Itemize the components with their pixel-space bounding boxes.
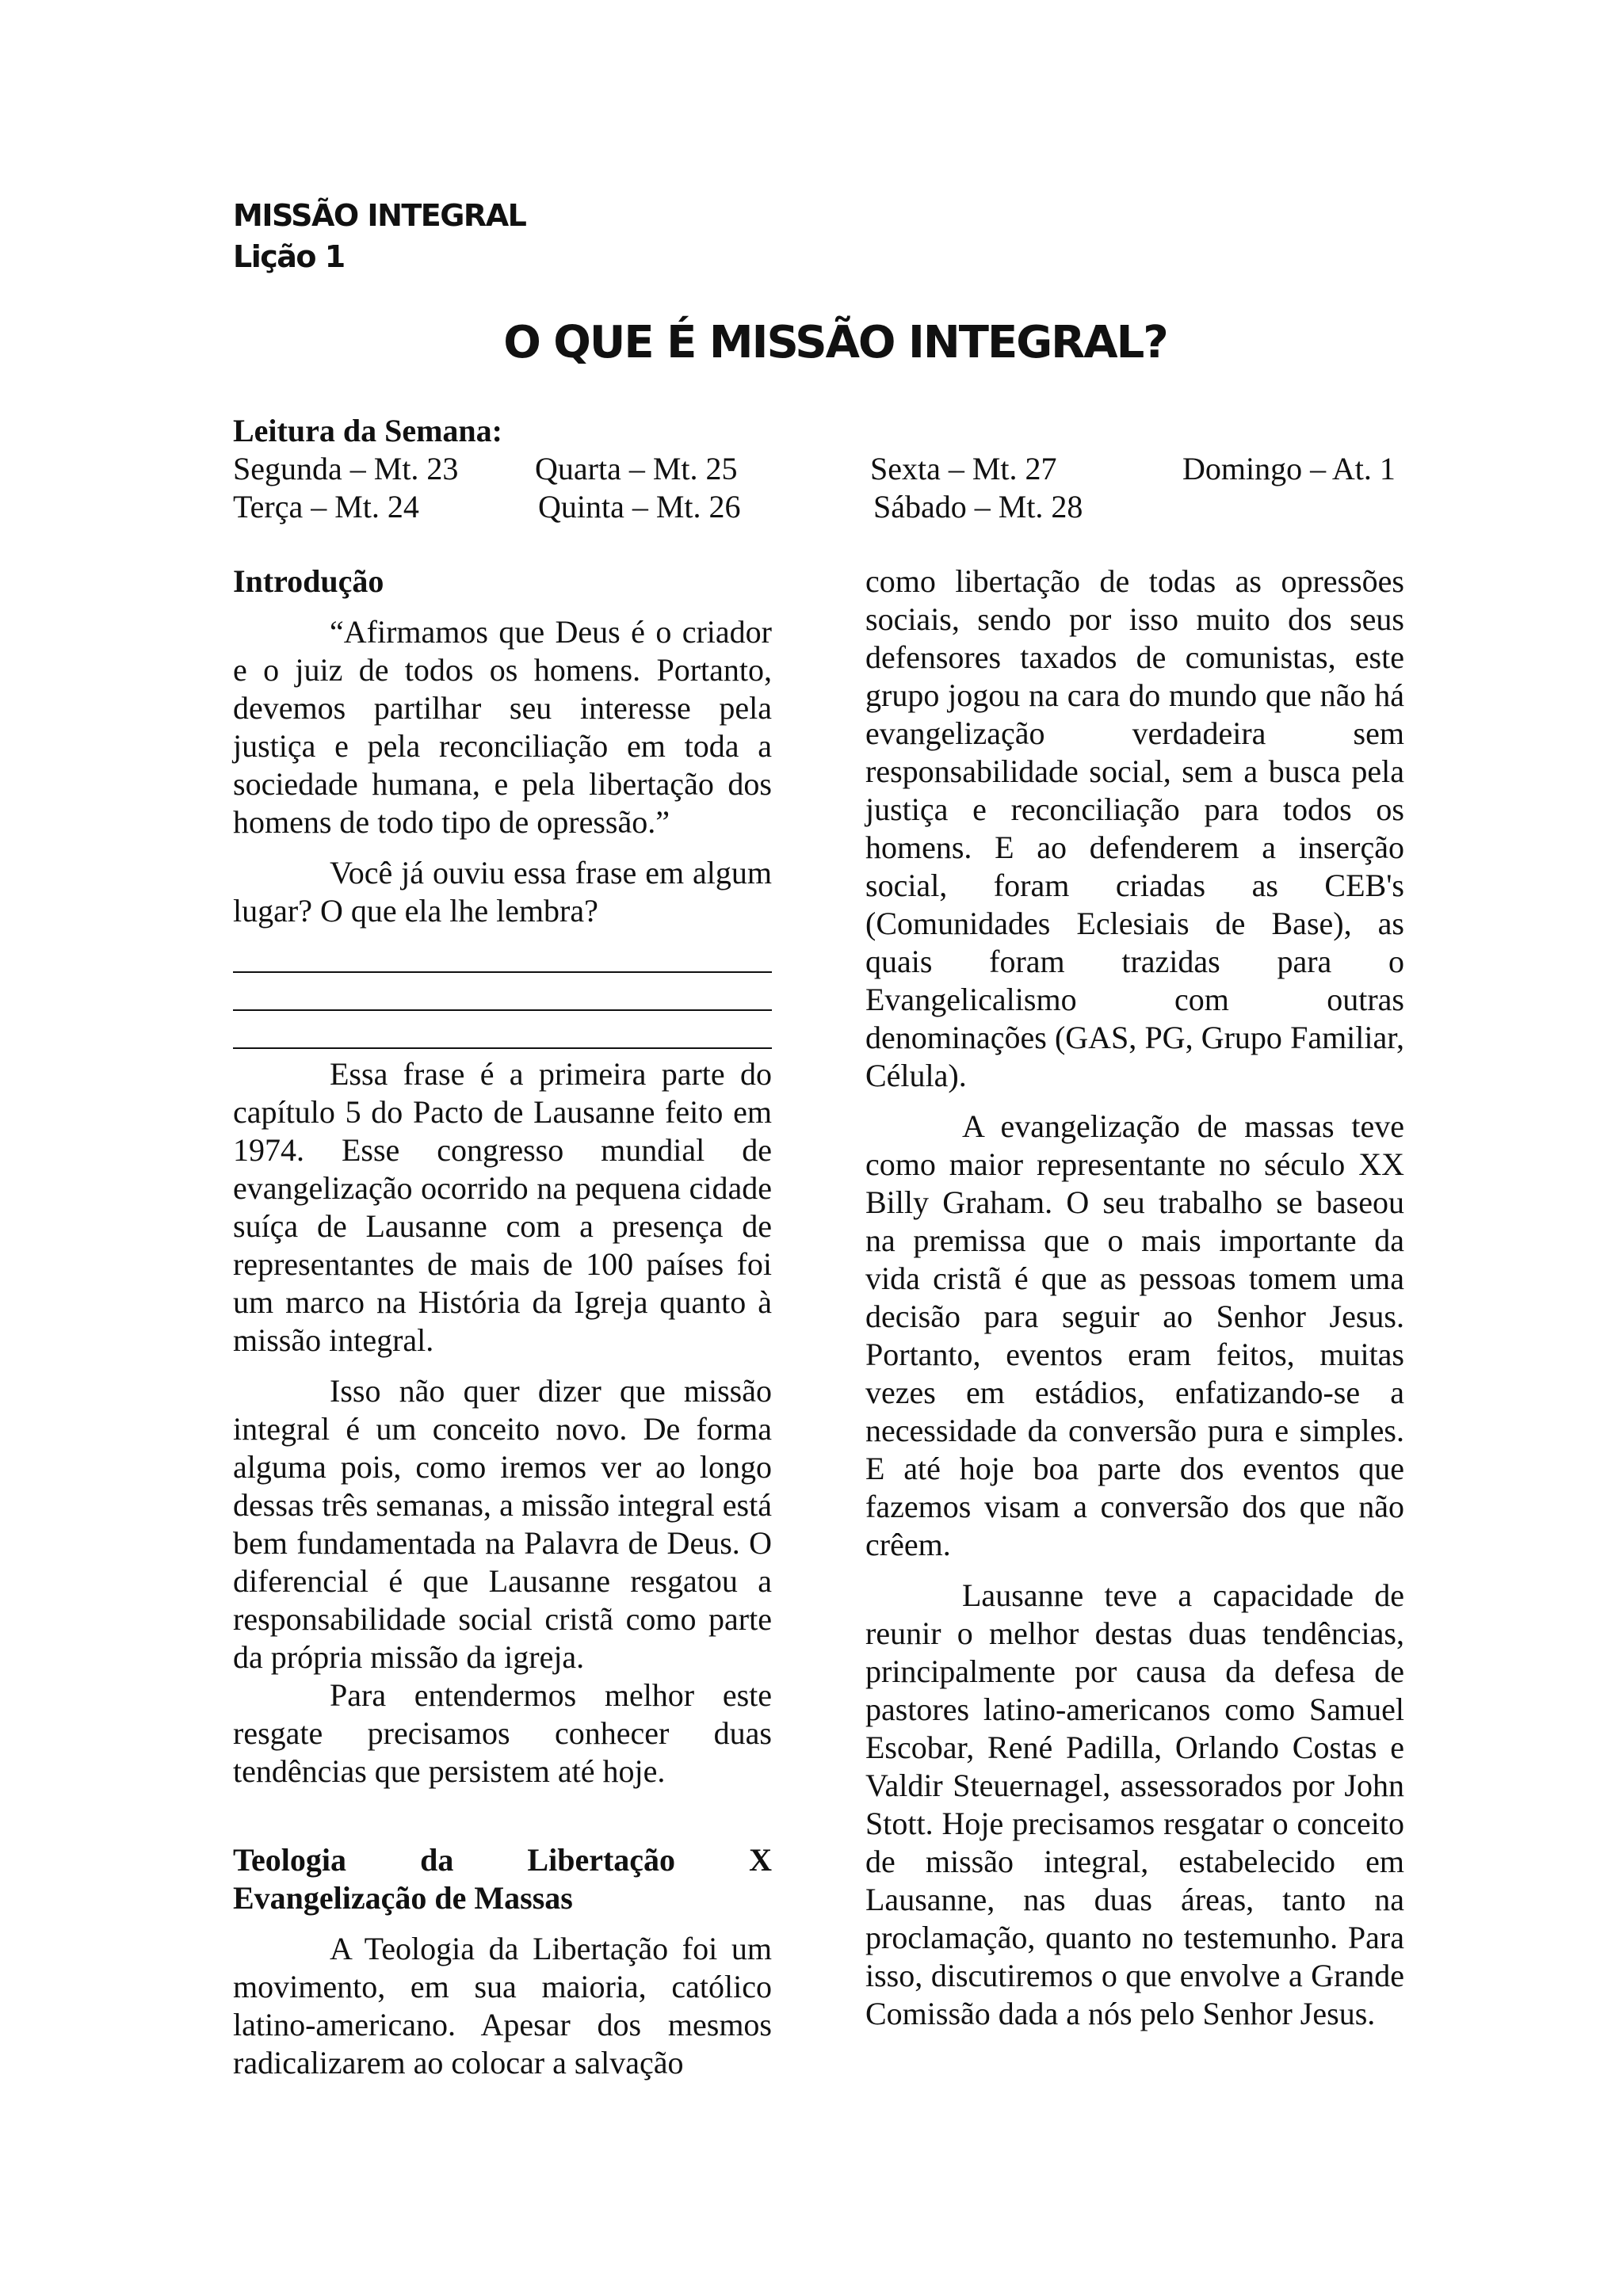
section-heading bbox=[233, 1841, 772, 1917]
paragraph: Para entendermos melhor este resgate precisamos conhecer duas tendências que persistem até hoje. bbox=[233, 1677, 772, 1789]
answer-lines bbox=[233, 935, 772, 1049]
reading-wednesday: Quarta – Mt. 25 bbox=[535, 451, 738, 486]
weekly-reading bbox=[233, 412, 1398, 526]
intro-heading: Introdução bbox=[233, 563, 384, 599]
reading-sunday: Domingo – At. 1 bbox=[1182, 451, 1396, 486]
lesson-header bbox=[233, 195, 525, 277]
paragraph: Essa frase é a primeira parte do capítulo 5 do Pacto de Lausanne feito em 1974. Esse congresso mundial de evangelização ocorrido na pequena cidade suíça de Lausanne com a presença de representantes de mais de 100 países foi um marco na História da Igreja quanto à missão integral. bbox=[233, 1056, 772, 1358]
answer-line bbox=[233, 973, 772, 1011]
right-column bbox=[865, 563, 1404, 2046]
reading-friday: Sexta – Mt. 27 bbox=[870, 451, 1057, 486]
reading-thursday: Quinta – Mt. 26 bbox=[538, 489, 741, 524]
reading-saturday: Sábado – Mt. 28 bbox=[873, 489, 1083, 524]
left-column bbox=[233, 563, 772, 2095]
section-heading-line-2: Evangelização de Massas bbox=[233, 1880, 573, 1916]
paragraph: Lausanne teve a capacidade de reunir o melhor destas duas tendências, principalmente por causa da defesa de pastores latino-americanos como Samuel Escobar, René Padilla, Orlando Costas e Valdir Steuernagel, assessorados por John Stott. Hoje precisamos resgatar o conceito de missão integral, estabelecido em Lausanne, nas duas áreas, tanto na proclamação, quanto no testemunho. Para isso, discutiremos o que envolve a Grande Comissão dada a nós pelo Senhor Jesus. bbox=[865, 1577, 1404, 2031]
reading-row-2 bbox=[233, 488, 1398, 526]
section-heading-line-1: Teologia da Libertação X bbox=[233, 1842, 772, 1878]
paragraph: como libertação de todas as opressões sociais, sendo por isso muito dos seus defensores taxados de comunistas, este grupo jogou na cara do mundo que não há evangelização verdadeira sem responsabilidade social, sem a busca pela justiça e reconciliação para todos os homens. E ao defenderem a inserção social, foram criadas as CEB's (Comunidades Eclesiais de Base), as quais foram trazidas para o Evangelicalismo com outras denominações (GAS, PG, Grupo Familiar, Célula). bbox=[865, 563, 1404, 1093]
reading-monday: Segunda – Mt. 23 bbox=[233, 451, 459, 486]
series-title: MISSÃO INTEGRAL bbox=[233, 198, 526, 233]
paragraph: Isso não quer dizer que missão integral é um conceito novo. De forma alguma pois, como iremos ver ao longo dessas três semanas, a missão integral está bem fundamentada na Palavra de Deus. O diferencial é que Lausanne resgatou a responsabilidade social cristã como parte da própria missão da igreja. bbox=[233, 1373, 772, 1675]
answer-line bbox=[233, 1011, 772, 1049]
answer-line bbox=[233, 935, 772, 973]
reading-tuesday: Terça – Mt. 24 bbox=[233, 489, 419, 524]
lesson-number: Lição 1 bbox=[233, 239, 345, 274]
reading-row-1 bbox=[233, 450, 1398, 488]
intro-question: Você já ouviu essa frase em algum lugar? O que ela lhe lembra? bbox=[233, 855, 772, 929]
paragraph: A Teologia da Libertação foi um movimento, em sua maioria, católico latino-americano. Apesar dos mesmos radicalizarem ao colocar a salvação bbox=[233, 1931, 772, 2081]
intro-quote: “Afirmamos que Deus é o criador e o juiz de todos os homens. Portanto, devemos partilhar seu interesse pela justiça e pela reconciliação em toda a sociedade humana, e pela libertação dos homens de todo tipo de opressão.” bbox=[233, 614, 772, 840]
weekly-reading-heading: Leitura da Semana: bbox=[233, 413, 502, 448]
page-title: O QUE É MISSÃO INTEGRAL? bbox=[503, 317, 1167, 368]
paragraph: A evangelização de massas teve como maior representante no século XX Billy Graham. O seu trabalho se baseou na premissa que o mais importante da vida cristã é que as pessoas tomem uma decisão para seguir ao Senhor Jesus. Portanto, eventos eram feitos, muitas vezes em estádios, enfatizando-se a necessidade da conversão pura e simples. E até hoje boa parte dos eventos que fazemos visam a conversão dos que não crêem. bbox=[865, 1108, 1404, 1562]
